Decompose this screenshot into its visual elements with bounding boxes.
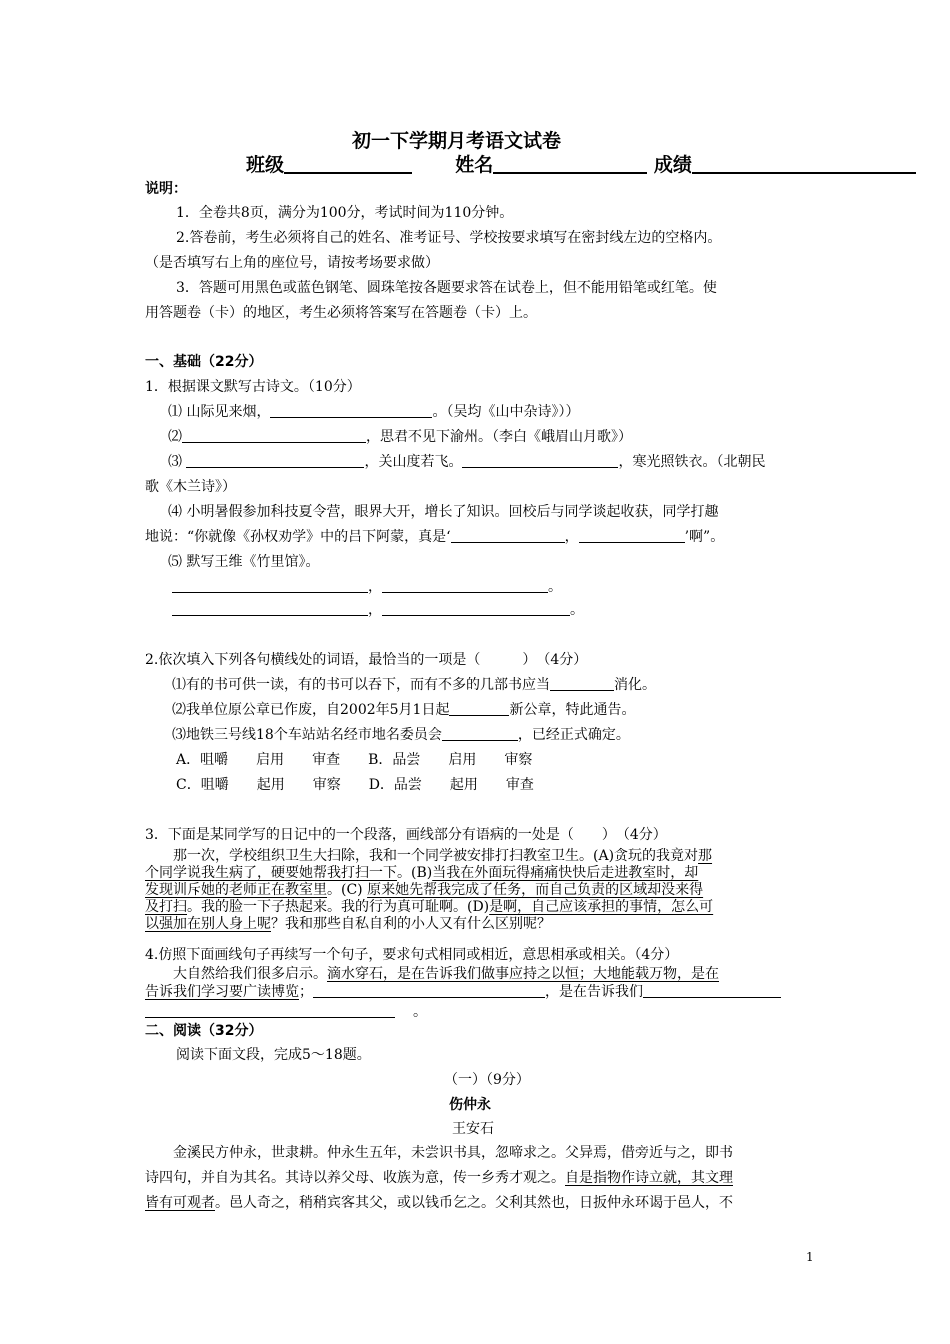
poem-line-1: ， 。 (172, 578, 562, 596)
class-label: 班级 (246, 154, 285, 176)
answer-blank[interactable] (643, 983, 781, 998)
reading-part-label: （一）（9分） (444, 1072, 530, 1088)
q2-sentence-2: ⑵我单位原公章已作废，自2002年5月1日起 新公章，特此通告。 (172, 702, 636, 718)
answer-blank[interactable] (145, 1003, 395, 1018)
score-label: 成绩 (653, 154, 692, 176)
answer-blank[interactable] (172, 601, 368, 616)
answer-blank[interactable] (172, 578, 368, 593)
q3-line-2: 个同学说我生病了，硬要她帮我打扫一下。(B)当我在外面玩得痛痛快快后走进教室时，却 (145, 865, 699, 881)
q4-line-2: 告诉我们学习要广读博览； ，是在告诉我们 (145, 983, 781, 1001)
page-number: 1 (806, 1250, 814, 1264)
notes-label: 说明： (145, 181, 187, 197)
name-field[interactable] (493, 154, 647, 174)
answer-blank[interactable] (382, 578, 548, 593)
q3-line-1: 那一次，学校组织卫生大扫除，我和一个同学被安排打扫教室卫生。(A)贪玩的我竟对那 (145, 848, 713, 864)
q2-stem: 2.依次填入下列各句横线处的词语，最恰当的一项是（ ） （4分） (145, 652, 588, 668)
passage-line-3: 皆有可观者。邑人奇之，稍稍宾客其父，或以钱币乞之。父利其然也，日扳仲永环谒于邑人，不 (145, 1195, 733, 1211)
answer-blank[interactable] (579, 528, 685, 543)
passage-title: 伤仲永 (449, 1097, 491, 1113)
answer-blank[interactable] (462, 453, 618, 468)
name-label: 姓名 (455, 154, 494, 176)
score-field[interactable] (692, 154, 916, 174)
note-3b: 用答题卷（卡）的地区，考生必须将答案写在答题卷（卡）上。 (145, 305, 537, 321)
section-2-heading: 二、阅读（32分） (145, 1023, 263, 1039)
q3-line-4: 及打扫。我的脸一下子热起来。我的行为真可耻啊。(D)是啊，自己应该承担的事情，怎么可 (145, 899, 714, 915)
answer-blank[interactable] (186, 453, 364, 468)
section-1-heading: 一、基础（22分） (145, 354, 263, 370)
q2-options-cd: C．咀嚼 起用 审察 D．品尝 起用 审查 (176, 777, 534, 793)
q3-stem: 3．下面是某同学写的日记中的一个段落，画线部分有语病的一处是（ ） （4分） (145, 827, 667, 843)
q1-item-3: ⑶ ，关山度若飞。 ，寒光照铁衣。（北朝民 (168, 454, 766, 470)
q3-line-5: 以强加在别人身上呢？我和那些自私自利的小人又有什么区别呢？ (145, 916, 551, 932)
q1-stem: 1．根据课文默写古诗文。（10分） (145, 379, 361, 395)
q1-item-1: ⑴ 山际见来烟， 。（吴均《山中杂诗》）） (168, 404, 580, 420)
q3-line-3: 发现训斥她的老师正在教室里。(C) 原来她先帮我完成了任务，而自己负责的区域却没来得 (145, 882, 704, 898)
header-fields (246, 150, 916, 177)
q4-line-1: 大自然给我们很多启示。滴水穿石，是在告诉我们做事应持之以恒；大地能载万物，是在 (145, 966, 719, 982)
q2-sentence-3: ⑶地铁三号线18个车站站名经市地名委员会 ，已经正式确定。 (172, 727, 630, 743)
answer-blank[interactable] (270, 403, 432, 418)
q4-line-3: 。 (145, 1003, 427, 1021)
answer-blank[interactable] (550, 676, 614, 691)
passage-line-2: 诗四句，并自为其名。其诗以养父母、收族为意，传一乡秀才观之。自是指物作诗立就，其文理 (145, 1170, 733, 1186)
passage-author: 王安石 (452, 1121, 494, 1137)
class-field[interactable] (284, 154, 412, 174)
note-2a: 2.答卷前，考生必须将自己的姓名、准考证号、学校按要求填写在密封线左边的空格内。 (176, 230, 722, 246)
q4-stem: 4.仿照下面画线句子再续写一个句子，要求句式相同或相近，意思相承或相关。（4分） (145, 947, 679, 963)
q2-sentence-1: ⑴有的书可供一读，有的书可以吞下，而有不多的几部书应当 消化。 (172, 677, 656, 693)
note-1: 1．全卷共8页，满分为100分，考试时间为110分钟。 (176, 205, 514, 221)
q1-item-4a: ⑷ 小明暑假参加科技夏令营，眼界大开，增长了知识。回校后与同学谈起收获，同学打趣 (168, 504, 719, 520)
page-title: 初一下学期月考语文试卷 (352, 130, 562, 152)
passage-line-1: 金溪民方仲永，世隶耕。仲永生五年，未尝识书具，忽啼求之。父异焉，借旁近与之，即书 (145, 1145, 733, 1161)
answer-blank[interactable] (382, 601, 570, 616)
answer-blank[interactable] (182, 428, 366, 443)
poem-line-2: ， 。 (172, 601, 584, 619)
q2-options-ab: A．咀嚼 启用 审查 B．品尝 启用 审察 (176, 752, 533, 768)
answer-blank[interactable] (442, 726, 518, 741)
q1-item-4b: 地说：“你就像《孙权劝学》中的吕下阿蒙，真是‘ ， ’啊”。 (145, 529, 725, 545)
q1-item-2: ⑵ ，思君不见下渝州。（李白《峨眉山月歌》） (168, 429, 632, 445)
q1-item-5: ⑸ 默写王维《竹里馆》。 (168, 554, 320, 570)
answer-blank[interactable] (313, 983, 545, 998)
answer-blank[interactable] (451, 528, 565, 543)
answer-blank[interactable] (449, 701, 509, 716)
note-3a: 3．答题可用黑色或蓝色钢笔、圆珠笔按各题要求答在试卷上，但不能用铅笔或红笔。使 (176, 280, 717, 296)
q1-item-3-cont: 歌《木兰诗》） (145, 479, 236, 495)
reading-intro: 阅读下面文段，完成5～18题。 (176, 1047, 371, 1063)
note-2b: （是否填写右上角的座位号，请按考场要求做） (145, 255, 439, 271)
